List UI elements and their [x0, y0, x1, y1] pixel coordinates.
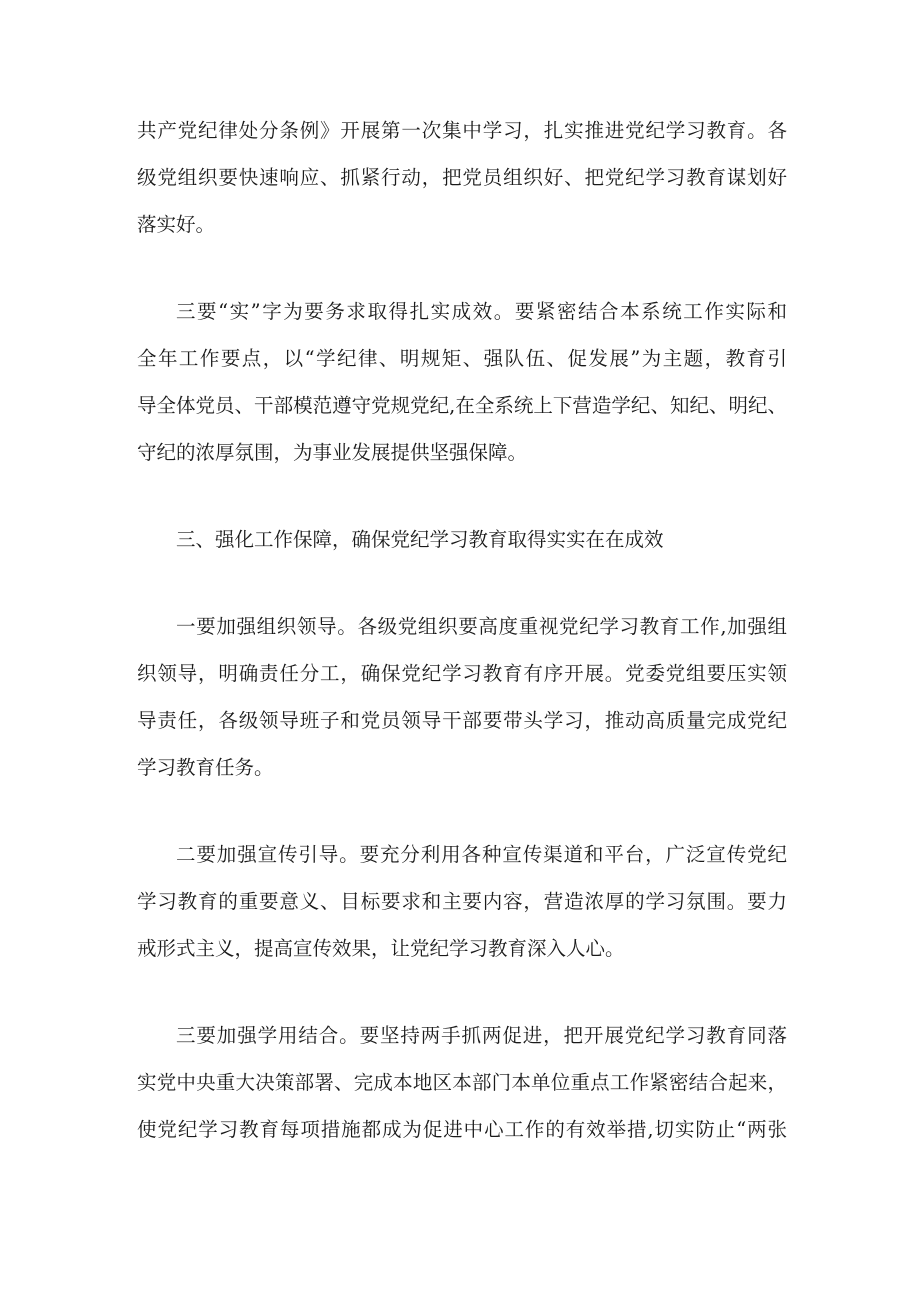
paragraph-4-line-4: 学习教育任务。	[137, 756, 274, 779]
paragraph-5-line-2: 学习教育的重要意义、目标要求和主要内容，营造浓厚的学习氛围。要力	[137, 890, 787, 913]
paragraph-1-line-2: 级党组织要快速响应、抓紧行动，把党员组织好、把党纪学习教育谋划好	[137, 166, 787, 189]
paragraph-1-line-1: 共产党纪律处分条例》开展第一次集中学习，扎实推进党纪学习教育。各	[137, 119, 787, 142]
paragraph-5-line-1: 二要加强宣传引导。要充分利用各种宣传渠道和平台，广泛宣传党纪	[176, 843, 787, 866]
paragraph-1-line-3: 落实好。	[137, 213, 216, 236]
paragraph-6-line-3: 使党纪学习教育每项措施都成为促进中心工作的有效举措,切实防止“两张	[137, 1118, 787, 1141]
paragraph-5-line-3: 戒形式主义，提高宣传效果，让党纪学习教育深入人心。	[137, 937, 625, 960]
paragraph-2-line-3: 导全体党员、干部模范遵守党规党纪,在全系统上下营造学纪、知纪、明纪、	[137, 394, 787, 417]
section-heading-3: 三、强化工作保障，确保党纪学习教育取得实实在在成效	[176, 528, 664, 551]
paragraph-4-line-1: 一要加强组织领导。各级党组织要高度重视党纪学习教育工作,加强组	[176, 615, 787, 638]
paragraph-2-line-2: 全年工作要点，以“学纪律、明规矩、强队伍、促发展”为主题，教育引	[137, 347, 787, 370]
paragraph-6-line-2: 实党中央重大决策部署、完成本地区本部门本单位重点工作紧密结合起来，	[137, 1071, 787, 1094]
paragraph-2-line-1: 三要“实”字为要务求取得扎实成效。要紧密结合本系统工作实际和	[176, 300, 787, 323]
paragraph-6-line-1: 三要加强学用结合。要坚持两手抓两促进，把开展党纪学习教育同落	[176, 1024, 787, 1047]
paragraph-4-line-3: 导责任，各级领导班子和党员领导干部要带头学习，推动高质量完成党纪	[137, 709, 787, 732]
paragraph-4-line-2: 织领导，明确责任分工，确保党纪学习教育有序开展。党委党组要压实领	[137, 662, 787, 685]
paragraph-2-line-4: 守纪的浓厚氛围，为事业发展提供坚强保障。	[137, 441, 528, 464]
